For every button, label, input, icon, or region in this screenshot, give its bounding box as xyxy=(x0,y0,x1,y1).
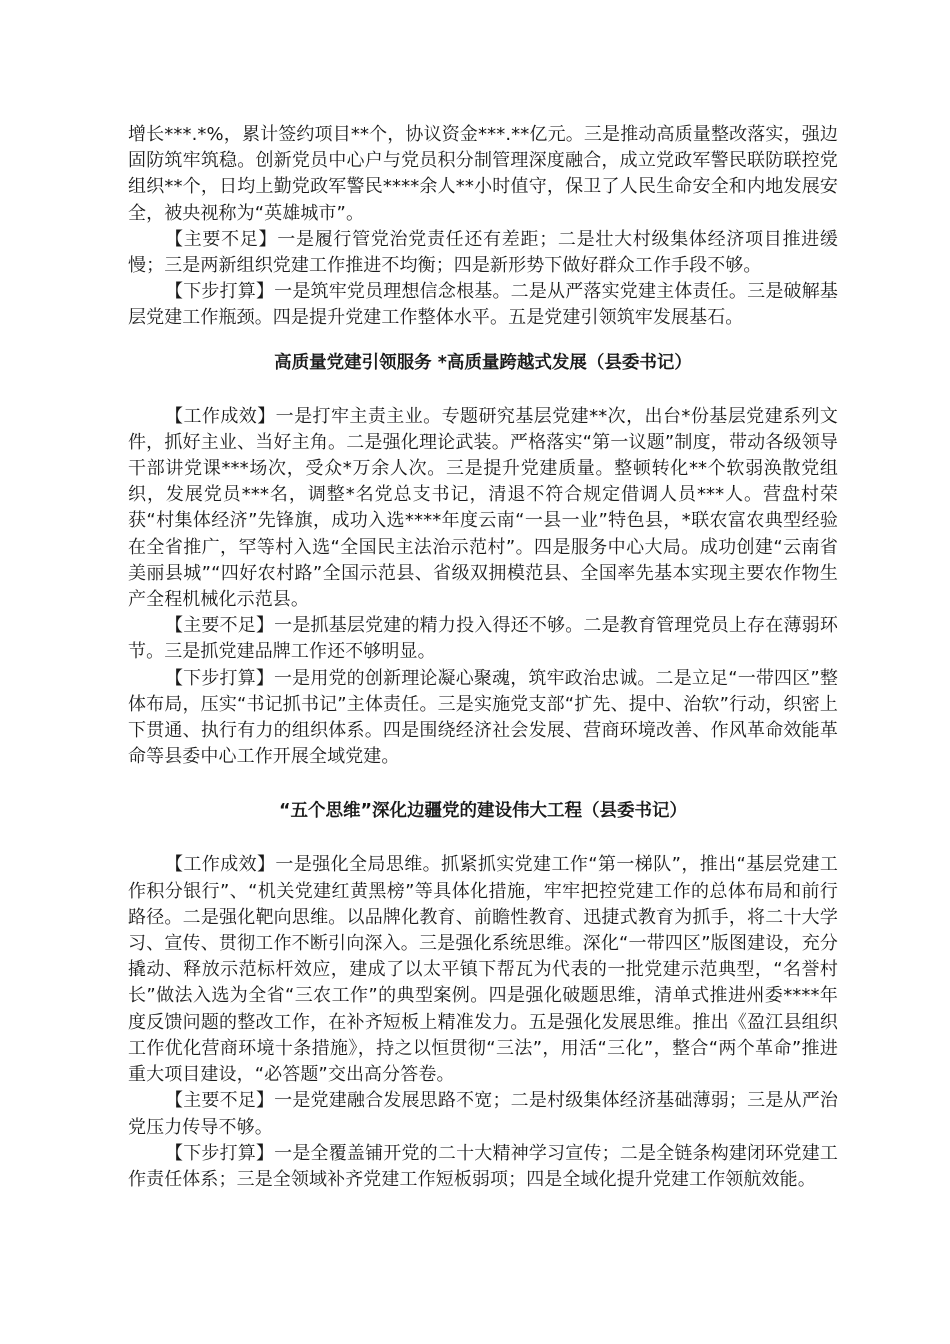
paragraph-next-steps: 【下步打算】一是全覆盖铺开党的二十大精神学习宣传；二是全链条构建闭环党建工作责任体系；三是全领域补齐党建工作短板弱项；四是全域化提升党建工作领航效能。 xyxy=(128,1142,838,1190)
paragraph-next-steps: 【下步打算】一是筑牢党员理想信念根基。二是从严落实党建主体责任。三是破解基层党建工作瓶颈。四是提升党建工作整体水平。五是党建引领筑牢发展基石。 xyxy=(128,281,838,329)
paragraph-next-steps: 【下步打算】一是用党的创新理论凝心聚魂，筑牢政治忠诚。二是立足“一带四区”整体布局，压实“书记抓书记”主体责任。三是实施党支部“扩先、提中、治软”行动，织密上下贯通、执行有力的组织体系。四是围绕经济社会发展、营商环境改善、作风革命效能革命等县委中心工作开展全域党建。 xyxy=(128,667,838,768)
paragraph-shortcomings: 【主要不足】一是抓基层党建的精力投入得还不够。二是教育管理党员上存在薄弱环节。三是抓党建品牌工作还不够明显。 xyxy=(128,615,838,663)
paragraph-achievements: 【工作成效】一是打牢主责主业。专题研究基层党建**次，出台*份基层党建系列文件，抓好主业、当好主角。二是强化理论武装。严格落实“第一议题”制度，带动各级领导干部讲党课***场次，受众*万余人次。三是提升党建质量。整顿转化**个软弱涣散党组织，发展党员***名，调整*名党总支书记，清退不符合规定借调人员***人。营盘村荣获“村集体经济”先锋旗，成功入选****年度云南“一县一业”特色县，*联农富农典型经验在全省推广，罕等村入选“全国民主法治示范村”。四是服务中心大局。成功创建“云南省美丽县城”“四好农村路”全国示范县、省级双拥模范县、全国率先基本实现主要农作物生产全程机械化示范县。 xyxy=(128,405,838,611)
paragraph-shortcomings: 【主要不足】一是党建融合发展思路不宽；二是村级集体经济基础薄弱；三是从严治党压力传导不够。 xyxy=(128,1090,838,1138)
paragraph-shortcomings: 【主要不足】一是履行管党治党责任还有差距；二是壮大村级集体经济项目推进缓慢；三是两新组织党建工作推进不均衡；四是新形势下做好群众工作手段不够。 xyxy=(128,228,838,277)
section-title: “五个思维”深化边疆党的建设伟大工程（县委书记） xyxy=(278,801,687,822)
paragraph-continuation: 增长***.*%，累计签约项目**个，协议资金***.**亿元。三是推动高质量整改落实，强边固防筑牢筑稳。创新党员中心户与党员积分制管理深度融合，成立党政军警民联防联控党组织**个，日均上勤党政军警民****余人**小时值守，保卫了人民生命安全和内地发展安全，被央视称为“英雄城市”。 xyxy=(128,124,838,224)
section-title: 高质量党建引领服务 *高质量跨越式发展（县委书记） xyxy=(274,352,692,373)
paragraph-achievements: 【工作成效】一是强化全局思维。抓紧抓实党建工作“第一梯队”，推出“基层党建工作积分银行”、“机关党建红黄黑榜”等具体化措施，牢牢把控党建工作的总体布局和前行路径。二是强化靶向思维。以品牌化教育、前瞻性教育、迅捷式教育为抓手，将二十大学习、宣传、贯彻工作不断引向深入。三是强化系统思维。深化“一带四区”版图建设，充分撬动、释放示范标杆效应，建成了以太平镇下帮瓦为代表的一批党建示范典型，“名誉村长”做法入选为全省“三农工作”的典型案例。四是强化破题思维，清单式推进州委****年度反馈问题的整改工作，在补齐短板上精准发力。五是强化发展思维。推出《盈江县组织工作优化营商环境十条措施》，持之以恒贯彻“三法”，用活“三化”，整合“两个革命”推进重大项目建设，“必答题”交出高分答卷。 xyxy=(128,854,838,1086)
document-page xyxy=(128,122,838,1193)
